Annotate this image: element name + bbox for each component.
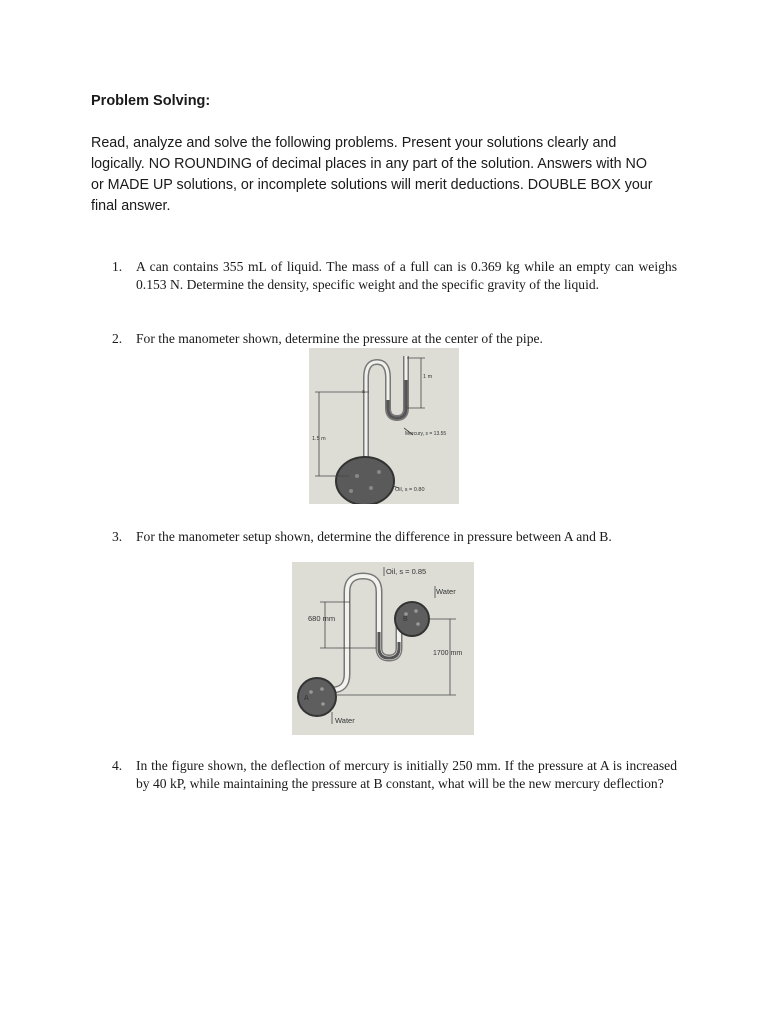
instructions-paragraph: Read, analyze and solve the following problems. Present your solutions clearly and logically. NO ROUNDING of decimal places in any part of the solution. Answers with NO or MADE UP solutions, or incomplete solutions will merit deductions. DOUBLE BOX your final answer. [91,135,653,214]
manometer-figure-2 [292,562,474,735]
water-bottom-label: Water [335,716,355,725]
problem-2 [112,330,677,348]
dimension-1-5m-label: 1.5 m [312,436,326,442]
dimension-1700-label: 1700 mm [433,650,463,657]
problem-4 [112,757,677,793]
manometer-figure-1 [309,348,459,504]
mercury-label: Mercury, s = 13.55 [405,431,447,437]
problem-text: For the manometer setup shown, determine the difference in pressure between A and B. [136,529,612,544]
problem-3 [112,528,677,546]
problem-number: 1. [112,259,123,274]
problem-text: For the manometer shown, determine the pressure at the center of the pipe. [136,331,543,346]
page-heading: Problem Solving: [91,93,211,109]
problem-number: 4. [112,758,123,773]
water-top-label: Water [436,587,456,596]
problem-text: In the figure shown, the deflection of mercury is initially 250 mm. If the pressure at A is increased by 40 kP, while maintaining the pressure at B constant, what will be the new mercury deflection? [136,758,677,791]
problem-number: 3. [112,529,123,544]
oil-label: Oil, s = 0.80 [395,487,425,493]
problem-number: 2. [112,331,123,346]
dimension-680-label: 680 mm [308,614,336,623]
problem-1 [112,258,677,294]
pipe-b-label: B [403,616,408,623]
oil-label: Oil, s = 0.85 [386,567,427,576]
point-a-label: a [362,389,365,395]
pipe-a-label: A [304,695,309,702]
dimension-1m-label: 1 m [423,374,433,380]
problem-text: A can contains 355 mL of liquid. The mass of a full can is 0.369 kg while an empty can weighs 0.153 N. Determine the density, specific weight and the specific gravity of the liquid. [136,259,677,292]
